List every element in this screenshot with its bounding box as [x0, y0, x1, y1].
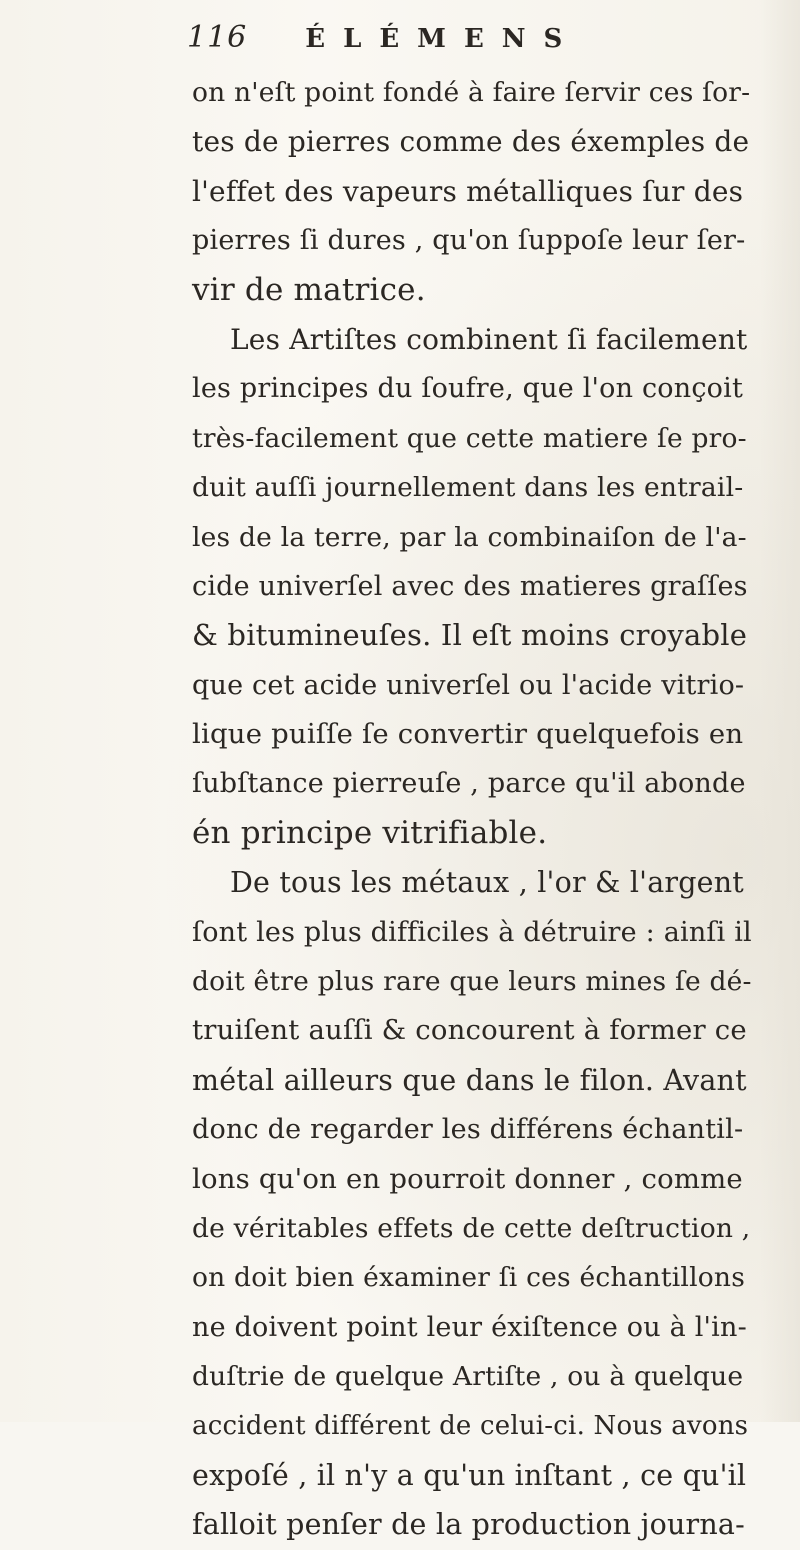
page-number: 116	[187, 20, 248, 55]
text-line: tes de pierres comme des éxemples de	[192, 125, 750, 159]
text-line: ſont les plus difficiles à détruire : ainſi il	[192, 916, 752, 948]
page-edge-shadow	[760, 0, 800, 1422]
text-line: de véritables effets de cette deſtruction ,	[192, 1212, 751, 1244]
text-line: on doit bien éxaminer ſi ces échantillons	[192, 1262, 746, 1294]
text-line: duſtrie de quelque Artiſte , ou à quelque	[192, 1361, 744, 1393]
text-line: lique puiſſe ſe convertir quelquefois en	[192, 718, 744, 751]
text-line: vir de matrice.	[192, 271, 426, 308]
text-line: cide univerſel avec des matieres graſſes	[192, 570, 748, 602]
text-line: én principe vitrifiable.	[192, 814, 548, 851]
text-line: truiſent auſſi & concourent à former ce	[192, 1014, 747, 1047]
text-line: accident différent de celui-ci. Nous avons	[192, 1410, 749, 1441]
text-line: pierres ſi dures , qu'on ſuppoſe leur ſer-	[192, 225, 746, 257]
paragraph-start-line: De tous les métaux , l'or & l'argent	[230, 866, 744, 900]
text-line: très-facilement que cette matiere ſe pro-	[192, 422, 747, 454]
text-line: expoſé , il n'y a qu'un inſtant , ce qu'il	[192, 1458, 747, 1492]
text-line: ſubſtance pierreuſe , parce qu'il abonde	[192, 768, 746, 800]
text-line: que cet acide univerſel ou l'acide vitrio-	[192, 669, 745, 701]
text-line: les de la terre, par la combinaiſon de l'a-	[192, 521, 747, 553]
paragraph-start-line: Les Artiſtes combinent ſi facilement	[230, 322, 748, 356]
text-line: métal ailleurs que dans le filon. Avant	[192, 1063, 747, 1097]
text-line: falloit penſer de la production journa-	[192, 1508, 745, 1542]
body-text	[192, 68, 752, 1550]
page-header	[187, 20, 580, 70]
running-title: ÉLÉMENS	[305, 24, 581, 54]
text-line: ne doivent point leur éxiſtence ou à l'in-	[192, 1311, 747, 1343]
text-line: lons qu'on en pourroit donner , comme	[192, 1162, 743, 1195]
text-line: on n'eſt point fondé à faire ſervir ces ſor-	[192, 77, 751, 108]
text-line: l'effet des vapeurs métalliques ſur des	[192, 174, 744, 208]
text-line: & bitumineuſes. Il eſt moins croyable	[192, 618, 748, 653]
text-line: les principes du ſoufre, que l'on conçoit	[192, 373, 744, 405]
text-line: doit être plus rare que leurs mines ſe dé-	[192, 966, 752, 998]
text-line: donc de regarder les différens échantil-	[192, 1114, 744, 1146]
text-line: duit auſſi journellement dans les entrail-	[192, 472, 744, 504]
